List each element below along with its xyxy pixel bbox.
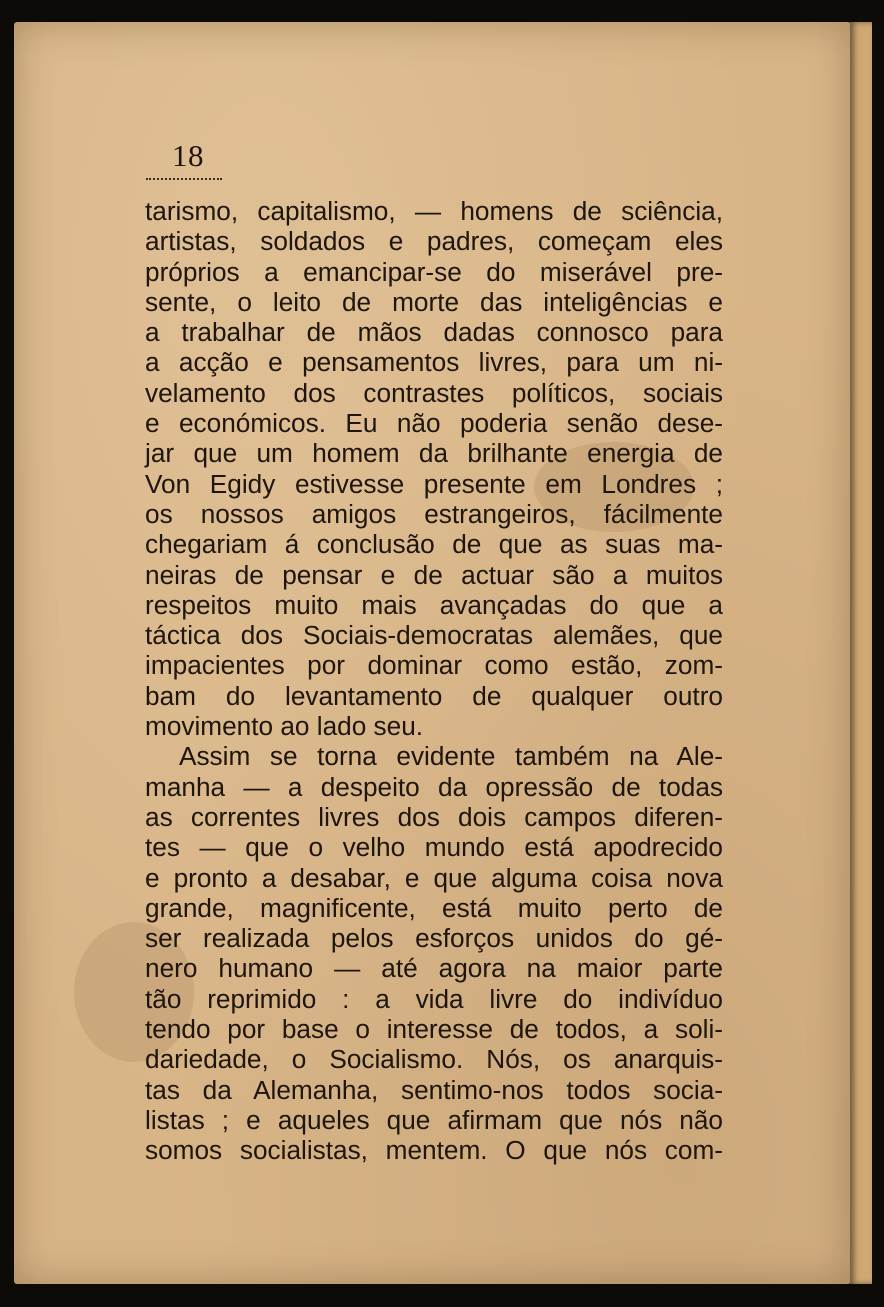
- text-line: jar que um homem da brilhante energia de: [145, 438, 723, 469]
- text-line: sente, o leito de morte das inteligências e: [145, 286, 723, 317]
- text-line: impacientes por dominar como estão, zom-: [145, 650, 723, 681]
- text-line: e económicos. Eu não poderia senão dese-: [145, 408, 723, 439]
- text-line: próprios a emancipar-se do miserável pre-: [145, 256, 723, 287]
- text-line: Assim se torna evidente também na Ale-: [179, 741, 723, 772]
- text-line: somos socialistas, mentem. O que nós com-: [145, 1135, 723, 1166]
- text-line: a acção e pensamentos livres, para um ni-: [145, 347, 723, 378]
- text-line: tendo por base o interesse de todos, a soli-: [145, 1014, 723, 1045]
- next-page-edge: [850, 22, 872, 1284]
- text-line: respeitos muito mais avançadas do que a: [145, 589, 723, 620]
- text-line: tão reprimido : a vida livre do indivíduo: [145, 983, 723, 1014]
- header-rule: [146, 178, 222, 180]
- body-text: [145, 196, 723, 1166]
- text-line: grande, magnificente, está muito perto de: [145, 892, 723, 923]
- text-line: Von Egidy estivesse presente em Londres ;: [145, 468, 723, 499]
- text-line: chegariam á conclusão de que as suas ma-: [145, 529, 723, 560]
- text-line: listas ; e aqueles que afirmam que nós não: [145, 1104, 723, 1135]
- text-line: dariedade, o Socialismo. Nós, os anarquis-: [145, 1044, 723, 1075]
- text-line: tas da Alemanha, sentimo-nos todos socia-: [145, 1074, 723, 1105]
- text-line: as correntes livres dos dois campos diferen-: [145, 801, 723, 832]
- text-line: tarismo, capitalismo, — homens de sciência,: [145, 196, 723, 226]
- text-line: a trabalhar de mãos dadas connosco para: [145, 317, 723, 348]
- page-number: 18: [172, 138, 204, 173]
- text-line: bam do levantamento de qualquer outro: [145, 680, 723, 711]
- text-line: tes — que o velho mundo está apodrecido: [145, 832, 723, 863]
- text-line: e pronto a desabar, e que alguma coisa nova: [145, 862, 723, 893]
- text-line: táctica dos Sociais-democratas alemães, que: [145, 620, 723, 651]
- text-line: os nossos amigos estrangeiros, fácilmente: [145, 498, 723, 529]
- text-line: manha — a despeito da opressão de todas: [145, 771, 723, 802]
- text-line: nero humano — até agora na maior parte: [145, 953, 723, 984]
- text-line: movimento ao lado seu.: [145, 711, 424, 742]
- text-line: neiras de pensar e de actuar são a muitos: [145, 559, 723, 590]
- text-line: velamento dos contrastes políticos, sociais: [145, 377, 723, 408]
- text-line: ser realizada pelos esforços unidos do gé-: [145, 923, 723, 954]
- text-line: artistas, soldados e padres, começam eles: [145, 226, 723, 257]
